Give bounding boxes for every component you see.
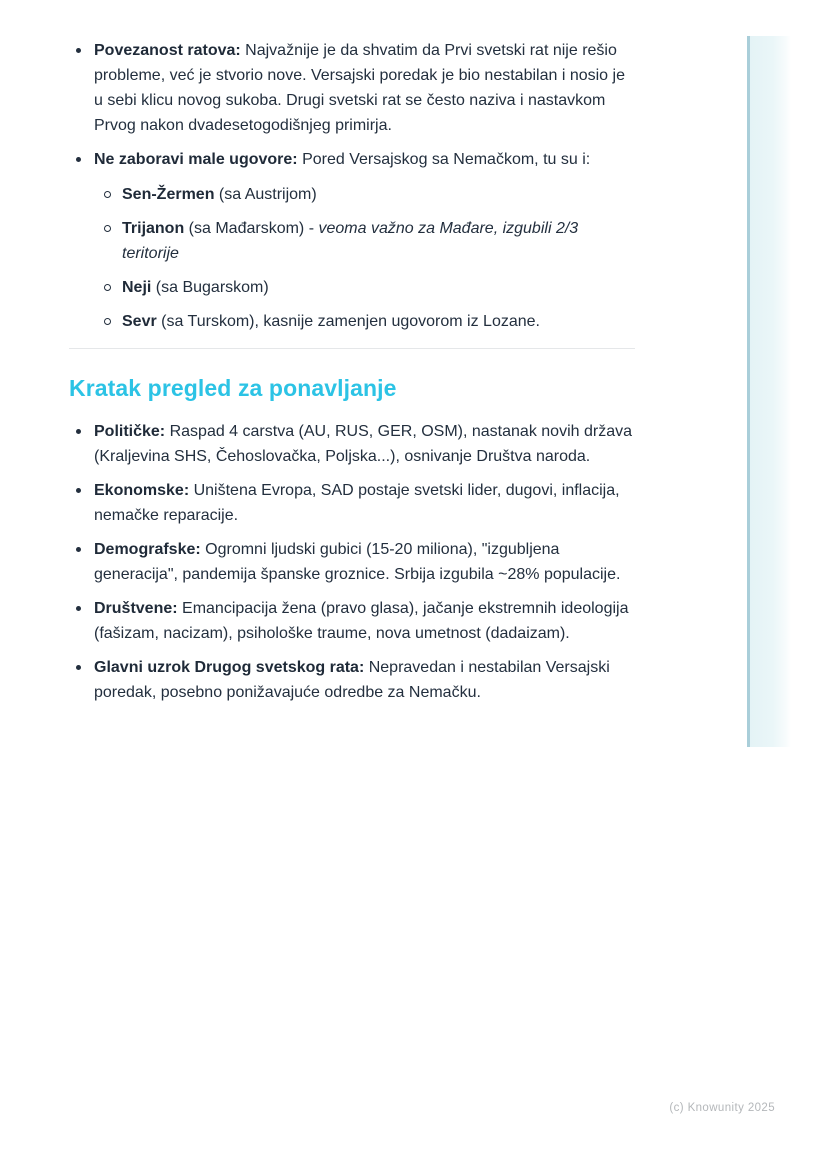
- notes-list: [69, 38, 635, 334]
- list-item: [69, 419, 635, 469]
- list-item-label: Društvene:: [94, 600, 178, 617]
- list-item: [69, 596, 635, 646]
- list-item: [69, 147, 635, 334]
- sublist-item-label: Trijanon: [122, 220, 185, 237]
- bullet-icon: [76, 665, 81, 670]
- list-item-text: Raspad 4 carstva (AU, RUS, GER, OSM), nastanak novih država (Kraljevina SHS, Čehoslovačka, Poljska...), osnivanje Društva naroda.: [94, 423, 632, 465]
- list-item-text: Najvažnije je da shvatim da Prvi svetski rat nije rešio probleme, već je stvorio nove. Versajski poredak je bio nestabilan i nosio je u sebi klicu novog sukoba. Drugi svetski rat se često naziva i nastavkom Prvog nakon dvadesetogodišnjeg primirja.: [94, 42, 625, 134]
- sublist-item-label: Sevr: [122, 313, 157, 330]
- section-heading: Kratak pregled za ponavljanje: [69, 375, 397, 401]
- right-accent-strip: [747, 36, 791, 747]
- sublist-item-text: (sa Mađarskom) -: [184, 220, 319, 237]
- sublist-item-text: (sa Austrijom): [214, 186, 317, 203]
- treaties-sublist: [94, 182, 635, 334]
- list-item-label: Ne zaboravi male ugovore:: [94, 151, 298, 168]
- list-item-text: Nepravedan i nestabilan Versajski poredak, posebno ponižavajuće odredbe za Nemačku.: [94, 659, 610, 701]
- sublist-item: [94, 309, 635, 334]
- list-item-label: Demografske:: [94, 541, 201, 558]
- list-item-label: Povezanost ratova:: [94, 42, 241, 59]
- bullet-icon: [76, 547, 81, 552]
- sublist-item: [94, 182, 635, 207]
- list-item-label: Ekonomske:: [94, 482, 190, 499]
- sublist-item-italic: veoma važno za Mađare, izgubili 2/3 teritorije: [122, 220, 579, 262]
- sublist-item-text: (sa Bugarskom): [151, 279, 269, 296]
- list-item: [69, 38, 635, 138]
- sublist-item: [94, 275, 635, 300]
- circle-bullet-icon: [104, 191, 111, 198]
- sublist-item: [94, 216, 635, 266]
- list-item-text: Pored Versajskog sa Nemačkom, tu su i:: [297, 151, 591, 168]
- circle-bullet-icon: [104, 284, 111, 291]
- list-item-text: Emancipacija žena (pravo glasa), jačanje ekstremnih ideologija (fašizam, nacizam), psihološke traume, nova umetnost (dadaizam).: [94, 600, 629, 642]
- list-item: [69, 537, 635, 587]
- section-divider: [69, 348, 635, 349]
- list-item-label: Političke:: [94, 423, 166, 440]
- list-item-text: Ogromni ljudski gubici (15-20 miliona), "izgubljena generacija", pandemija španske groznice. Srbija izgubila ~28% populacije.: [94, 541, 621, 583]
- list-item: [69, 478, 635, 528]
- list-item-text: Uništena Evropa, SAD postaje svetski lider, dugovi, inflacija, nemačke reparacije.: [94, 482, 620, 524]
- notes-page-content: [69, 38, 635, 714]
- summary-list: [69, 419, 635, 705]
- circle-bullet-icon: [104, 318, 111, 325]
- circle-bullet-icon: [104, 225, 111, 232]
- bullet-icon: [76, 48, 81, 53]
- sublist-item-text: (sa Turskom), kasnije zamenjen ugovorom iz Lozane.: [156, 313, 540, 330]
- bullet-icon: [76, 488, 81, 493]
- bullet-icon: [76, 429, 81, 434]
- bullet-icon: [76, 606, 81, 611]
- footer-copyright: (c) Knowunity 2025: [669, 1102, 775, 1114]
- sublist-item-label: Sen-Žermen: [122, 186, 215, 203]
- bullet-icon: [76, 157, 81, 162]
- list-item-label: Glavni uzrok Drugog svetskog rata:: [94, 659, 365, 676]
- list-item: [69, 655, 635, 705]
- sublist-item-label: Neji: [122, 279, 152, 296]
